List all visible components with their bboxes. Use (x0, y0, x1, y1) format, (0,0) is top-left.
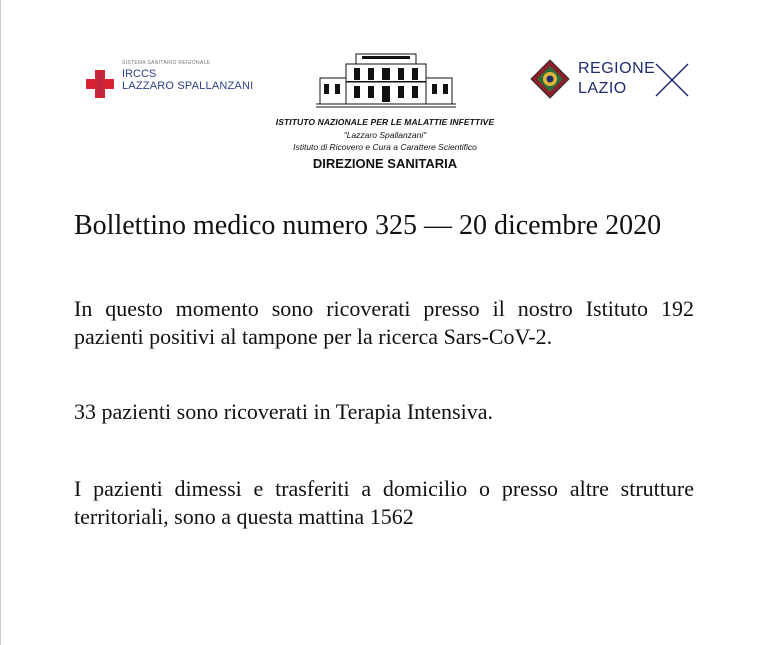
regione-lazio-crest-icon (530, 59, 570, 99)
bulletin-paragraph-2: 33 pazienti sono ricoverati in Terapia Intensiva. (74, 399, 493, 424)
direction-heading: DIREZIONE SANITARIA (312, 156, 458, 171)
medical-cross-icon (86, 70, 114, 98)
irccs-spallanzani-logo (86, 60, 266, 100)
institute-quoted-name: "Lazzaro Spallanzani" (343, 130, 427, 140)
irccs-label: IRCCS (122, 68, 157, 80)
bulletin-paragraph-1: In questo momento sono ricoverati presso il nostro Istituto 192 pazienti positivi al tampone per la ricerca Sars-CoV-2. (74, 296, 694, 349)
regione-label: REGIONE (578, 60, 656, 77)
page-edge (0, 0, 1, 645)
lazio-label: LAZIO (578, 80, 627, 97)
spallanzani-label: LAZZARO SPALLANZANI (122, 80, 254, 92)
regione-lazio-logo (530, 56, 700, 104)
chevron-decoration-icon (654, 60, 694, 100)
bulletin-paragraph-3: I pazienti dimessi e trasferiti a domicilio o presso altre strutture territoriali, sono a questa mattina 1562 (74, 476, 694, 529)
regional-health-system-caption: SISTEMA SANITARIO REGIONALE (122, 60, 211, 66)
institute-subtitle: Istituto di Ricovero e Cura a Carattere Scientifico (293, 142, 477, 152)
institute-name: ISTITUTO NAZIONALE PER LE MALATTIE INFETTIVE (275, 117, 495, 127)
institute-building-icon (316, 50, 456, 110)
bulletin-title: Bollettino medico numero 325 — 20 dicembre 2020 (74, 210, 662, 241)
